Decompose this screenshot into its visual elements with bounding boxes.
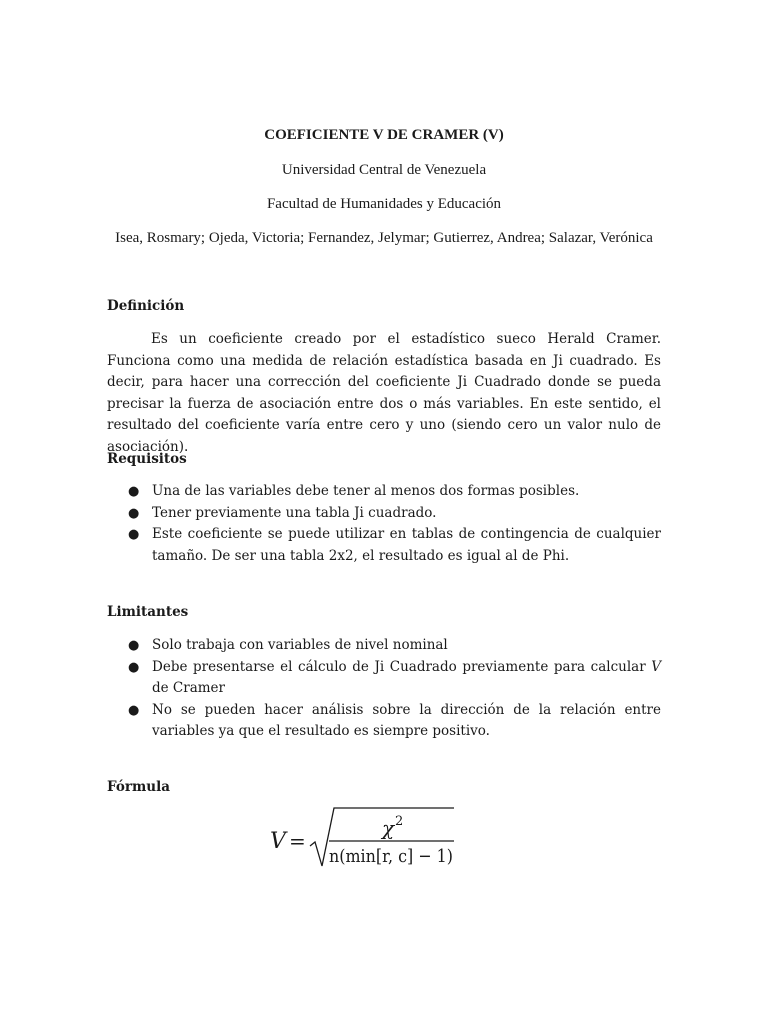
list-item-text: Este coeficiente se puede utilizar en tablas de contingencia de cualquier tamaño. De ser una tabla 2x2, el resultado es igual al de Phi. (152, 526, 661, 564)
bullet-icon: ● (128, 659, 140, 675)
document-title: COEFICIENTE V DE CRAMER (V) (264, 127, 504, 143)
requirements-heading: Requisitos (107, 451, 187, 467)
formula-lhs: V (270, 829, 286, 854)
requirements-list (107, 481, 661, 567)
bullet-icon: ● (128, 505, 140, 521)
list-item (107, 524, 661, 567)
list-item-text-part: Debe presentarse el cálculo de Ji Cuadrado previamente para calcular (152, 658, 652, 675)
limitations-list (107, 635, 661, 743)
bullet-icon: ● (128, 484, 140, 499)
bullet-icon: ● (128, 527, 140, 542)
list-item-text: Una de las variables debe tener al menos dos formas posibles. (152, 483, 580, 499)
formula-denominator: n(min[r, c] − 1) (329, 846, 453, 867)
definition-paragraph: Es un coeficiente creado por el estadístico sueco Herald Cramer. Funciona como una medida de relación estadística basada en Ji cuadrado. Es decir, para hacer una corrección del coeficiente Ji Cuadrado donde se pueda precisar la fuerza de asociación entre dos o más variables. En este sentido, el resultado del coeficiente varía entre cero y uno (siendo cero un valor nulo de asociación). (107, 331, 661, 455)
university-name: Universidad Central de Venezuela (281, 162, 487, 178)
list-item (107, 503, 661, 525)
variable-v: V (651, 658, 661, 675)
list-item (107, 481, 661, 503)
formula-numerator-exponent: 2 (395, 814, 404, 829)
bullet-icon: ● (128, 702, 140, 718)
definition-heading: Definición (107, 298, 185, 314)
authors-line: Isea, Rosmary; Ojeda, Victoria; Fernandez, Jelymar; Gutierrez, Andrea; Salazar, Verónica (115, 230, 653, 246)
formula-numerator-chi: χ (382, 816, 395, 840)
formula-equals: = (289, 829, 306, 853)
cramer-v-formula (266, 804, 466, 874)
list-item (107, 635, 661, 657)
list-item-text: Solo trabaja con variables de nivel nominal (152, 637, 448, 653)
faculty-name: Facultad de Humanidades y Educación (266, 196, 502, 212)
list-item (107, 700, 661, 743)
bullet-icon: ● (128, 638, 140, 653)
list-item-text-part: de Cramer (152, 680, 225, 696)
list-item-text: No se pueden hacer análisis sobre la dirección de la relación entre variables ya que el resultado es siempre positivo. (152, 701, 661, 739)
formula-heading: Fórmula (107, 779, 170, 795)
limitations-heading: Limitantes (107, 604, 189, 620)
list-item-text: Tener previamente una tabla Ji cuadrado. (152, 504, 437, 521)
list-item (107, 657, 661, 700)
list-item-text (152, 659, 661, 697)
